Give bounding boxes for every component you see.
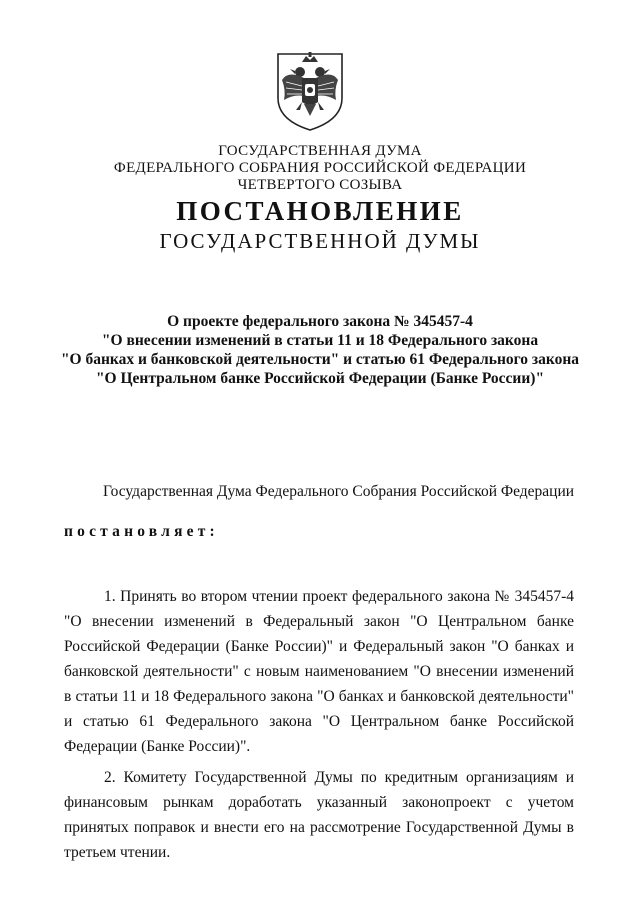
header-line-duma: ГОСУДАРСТВЕННАЯ ДУМА <box>218 143 422 159</box>
subject-line-3: "О банках и банковской деятельности" и статью 61 Федерального закона <box>60 351 580 368</box>
subject-line-4: "О Центральном банке Российской Федерации (Банке России)" <box>95 370 545 387</box>
subject-line-1: О проекте федерального закона № 345457-4 <box>167 313 473 330</box>
header-line-assembly: ФЕДЕРАЛЬНОГО СОБРАНИЯ РОССИЙСКОЙ ФЕДЕРАЦИИ <box>113 160 527 176</box>
subject-line-2: "О внесении изменений в статьи 11 и 18 Федерального закона <box>101 332 539 349</box>
header-line-convocation: ЧЕТВЕРТОГО СОЗЫВА <box>237 177 403 193</box>
document-title: ПОСТАНОВЛЕНИЕ <box>176 196 464 226</box>
resolve-word: постановляет: <box>64 523 219 540</box>
document-subtitle: ГОСУДАРСТВЕННОЙ ДУМЫ <box>159 229 481 253</box>
paragraph-2: 2. Комитету Государственной Думы по кредитным организациям и финансовым рынкам доработать указанный законопроект с учетом принятых поправок и внести его на рассмотрение Государственной Думы в третьем чтении. <box>64 769 574 861</box>
paragraph-1: 1. Принять во втором чтении проект федерального закона № 345457-4 "О внесении изменений в Федеральный закон "О Центральном банке Российской Федерации (Банке России)" и Федеральный закон "О банках и банковской деятельности" с новым наименованием "О внесении изменений в статьи 11 и 18 Федерального закона "О банках и банковской деятельности" и статью 61 Федерального закона "О Центральном банке Российской Федерации (Банке России)". <box>64 588 574 755</box>
russian-coat-of-arms-icon <box>274 50 346 132</box>
intro-text: Государственная Дума Федерального Собрания Российской Федерации <box>103 483 575 500</box>
